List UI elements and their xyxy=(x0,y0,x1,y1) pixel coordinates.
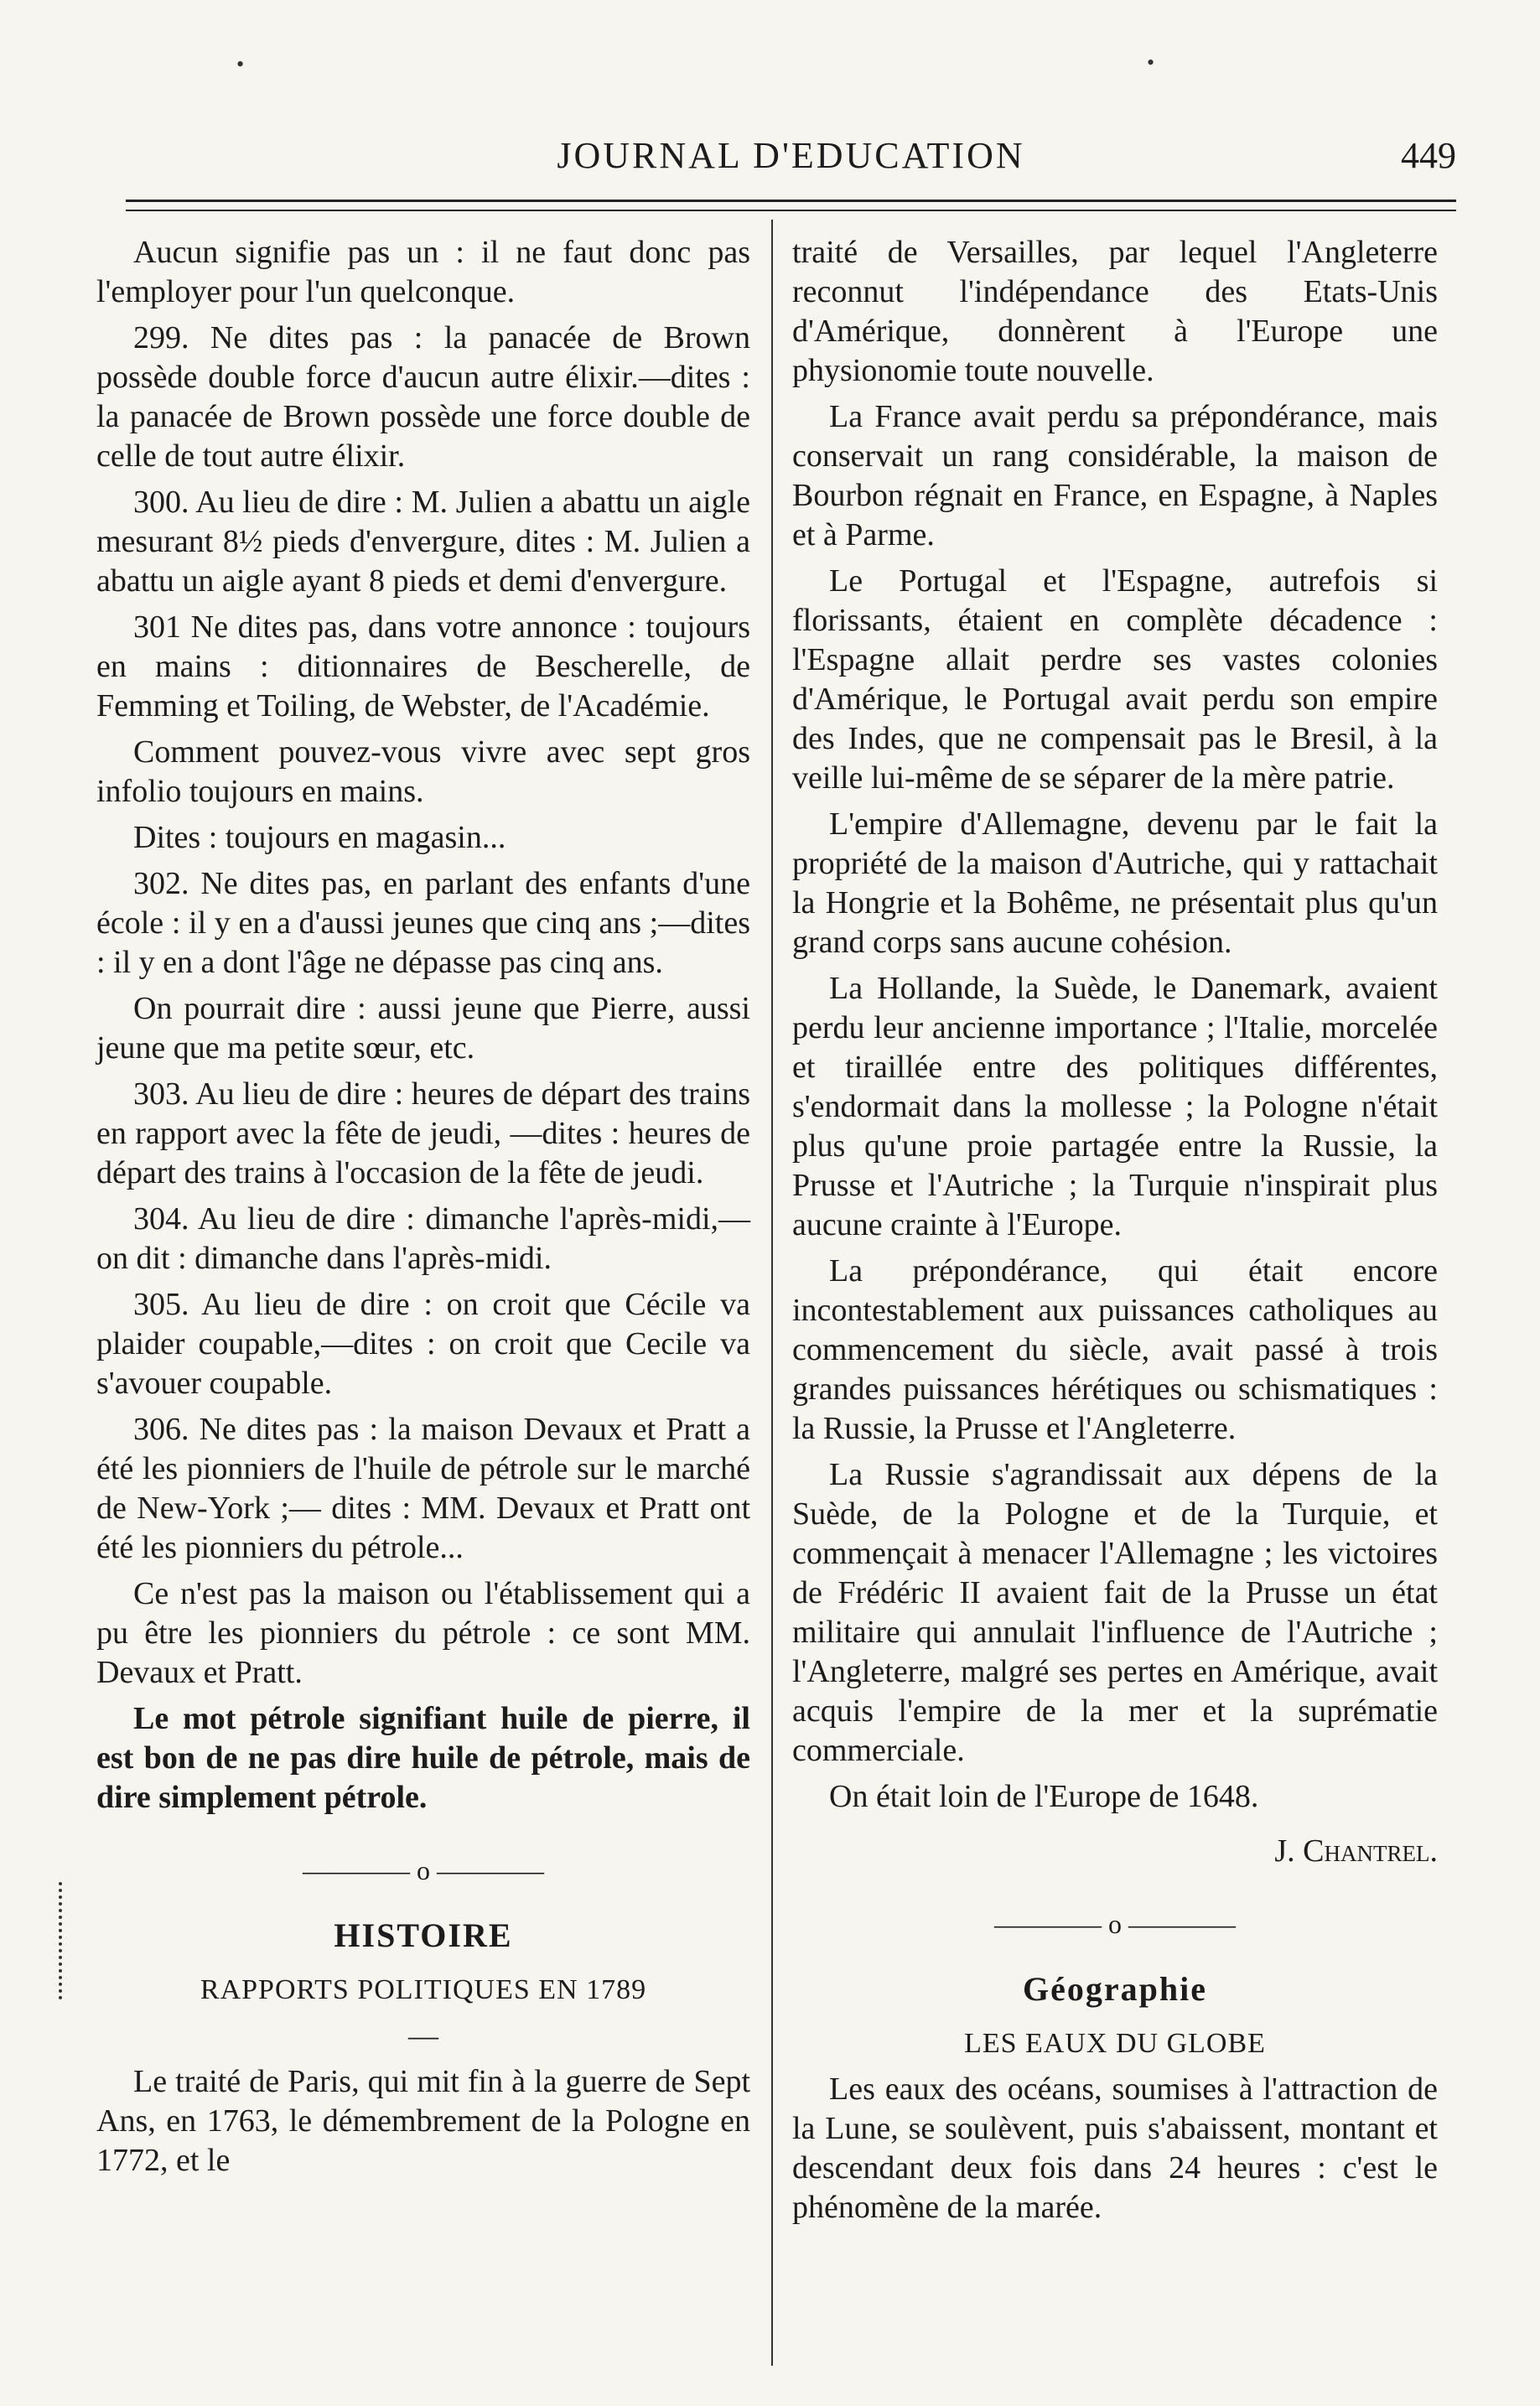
section-title: Géographie xyxy=(1023,1970,1207,2008)
paragraph: La France avait perdu sa prépondérance, mais conservait un rang considérable, la maison de Bourbon régnait en France, en Espagne, à Naples et à Parme. xyxy=(792,399,1438,552)
column-divider xyxy=(771,220,773,2366)
section-separator: ———— o ———— xyxy=(303,1855,544,1885)
paragraph: 300. Au lieu de dire : M. Julien a abattu un aigle mesurant 8½ pieds d'envergure, dites : M. Julien a abattu un aigle ayant 8 pieds et demi d'envergure. xyxy=(96,485,750,599)
paragraph: 302. Ne dites pas, en parlant des enfants d'une école : il y en a d'aussi jeunes que cinq ans ;—dites : il y en a dont l'âge ne dépasse pas cinq ans. xyxy=(96,866,750,980)
ink-speck: • xyxy=(236,52,245,76)
paragraph: L'empire d'Allemagne, devenu par le fait la propriété de la maison d'Autriche, qui y rattachait la Hongrie et la Bohême, ne présentait plus qu'un grand corps sans aucune cohésion. xyxy=(792,806,1438,960)
ink-speck: • xyxy=(1147,50,1155,75)
paragraph: Le Portugal et l'Espagne, autrefois si florissants, étaient en complète décadence : l'Espagne allait perdre ses vastes colonies d'Amérique, le Portugal avait perdu son empire des Indes, que ne compensait pas le Bresil, à la veille lui-même de se séparer de la mère patrie. xyxy=(792,563,1438,796)
paragraph: 304. Au lieu de dire : dimanche l'après-midi,—on dit : dimanche dans l'après-midi. xyxy=(96,1201,750,1276)
paragraph: Dites : toujours en magasin... xyxy=(133,820,506,855)
paragraph: Les eaux des océans, soumises à l'attraction de la Lune, se soulèvent, puis s'abaissent, montant et descendant deux fois dans 24 heures : c'est le phénomène de la marée. xyxy=(792,2072,1438,2225)
separator-mark: o xyxy=(417,1855,430,1885)
paragraph: 306. Ne dites pas : la maison Devaux et Pratt a été les pionniers de l'huile de pétrole sur le marché de New-York ;— dites : MM. Devaux et Pratt ont été les pionniers du pétrole... xyxy=(96,1412,750,1565)
paragraph: On pourrait dire : aussi jeune que Pierre, aussi jeune que ma petite sœur, etc. xyxy=(96,991,750,1066)
header-rule xyxy=(126,200,1456,202)
paragraph: Le traité de Paris, qui mit fin à la guerre de Sept Ans, en 1763, le démembrement de la Pologne en 1772, et le xyxy=(96,2064,750,2178)
title-dash: — xyxy=(408,2019,438,2052)
header-rule xyxy=(126,210,1456,211)
paragraph: 305. Au lieu de dire : on croit que Cécile va plaider coupable,—dites : on croit que Cecile va s'avouer coupable. xyxy=(96,1287,750,1401)
section-subtitle: RAPPORTS POLITIQUES EN 1789 xyxy=(200,1974,647,2005)
signature: J. Chantrel. xyxy=(1274,1833,1438,1869)
paragraph: La prépondérance, qui était encore incontestablement aux puissances catholiques au commencement du siècle, avait passé à trois grandes puissances hérétiques ou schismatiques : la Russie, la Prusse et l'Angleterre. xyxy=(792,1253,1438,1446)
section-separator: ———— o ———— xyxy=(994,1909,1236,1939)
journal-title: JOURNAL D'EDUCATION xyxy=(557,135,1025,176)
paragraph: Aucun signifie pas un : il ne faut donc pas l'employer pour l'un quelconque. xyxy=(96,235,750,309)
right-column xyxy=(792,233,1438,2234)
paragraph: Le mot pétrole signifiant huile de pierre, il est bon de ne pas dire huile de pétrole, mais de dire simplement pétrole. xyxy=(96,1701,750,1815)
paragraph: 303. Au lieu de dire : heures de départ des trains en rapport avec la fête de jeudi, —dites : heures de départ des trains à l'occasion de la fête de jeudi. xyxy=(96,1076,750,1190)
paragraph: On était loin de l'Europe de 1648. xyxy=(829,1779,1259,1814)
margin-mark xyxy=(59,1882,70,1999)
paragraph: Ce n'est pas la maison ou l'établissement qui a pu être les pionniers du pétrole : ce sont MM. Devaux et Pratt. xyxy=(96,1576,750,1690)
paragraph: 299. Ne dites pas : la panacée de Brown possède double force d'aucun autre élixir.—dites : la panacée de Brown possède une force double de celle de tout autre élixir. xyxy=(96,320,750,474)
separator-mark: o xyxy=(1108,1909,1122,1939)
paragraph: La Russie s'agrandissait aux dépens de la Suède, de la Pologne et de la Turquie, et commençait à menacer l'Allemagne ; les victoires de Frédéric II avaient fait de la Prusse un état militaire qui annulait l'influence de l'Autriche ; l'Angleterre, malgré ses pertes en Amérique, avait acquis l'empire de la mer et la suprématie commerciale. xyxy=(792,1457,1438,1768)
paragraph: traité de Versailles, par lequel l'Angleterre reconnut l'indépendance des Etats-Unis d'Amérique, donnèrent à l'Europe une physionomie toute nouvelle. xyxy=(792,235,1438,388)
paragraph: La Hollande, la Suède, le Danemark, avaient perdu leur ancienne importance ; l'Italie, morcelée et tiraillée entre des politiques différentes, s'endormait dans la mollesse ; la Pologne n'était plus qu'une proie partagée entre la Russie, la Prusse et l'Autriche ; la Turquie n'inspirait plus aucune crainte à l'Europe. xyxy=(792,971,1438,1242)
section-subtitle: LES EAUX DU GLOBE xyxy=(964,2028,1266,2059)
paragraph: 301 Ne dites pas, dans votre annonce : toujours en mains : ditionnaires de Bescherelle, de Femming et Toiling, de Webster, de l'Académie. xyxy=(96,609,750,723)
left-column xyxy=(96,233,750,2187)
paragraph: Comment pouvez-vous vivre avec sept gros infolio toujours en mains. xyxy=(96,734,750,809)
section-title: HISTOIRE xyxy=(334,1916,513,1954)
running-header xyxy=(126,134,1456,184)
page-number: 449 xyxy=(1401,135,1456,176)
